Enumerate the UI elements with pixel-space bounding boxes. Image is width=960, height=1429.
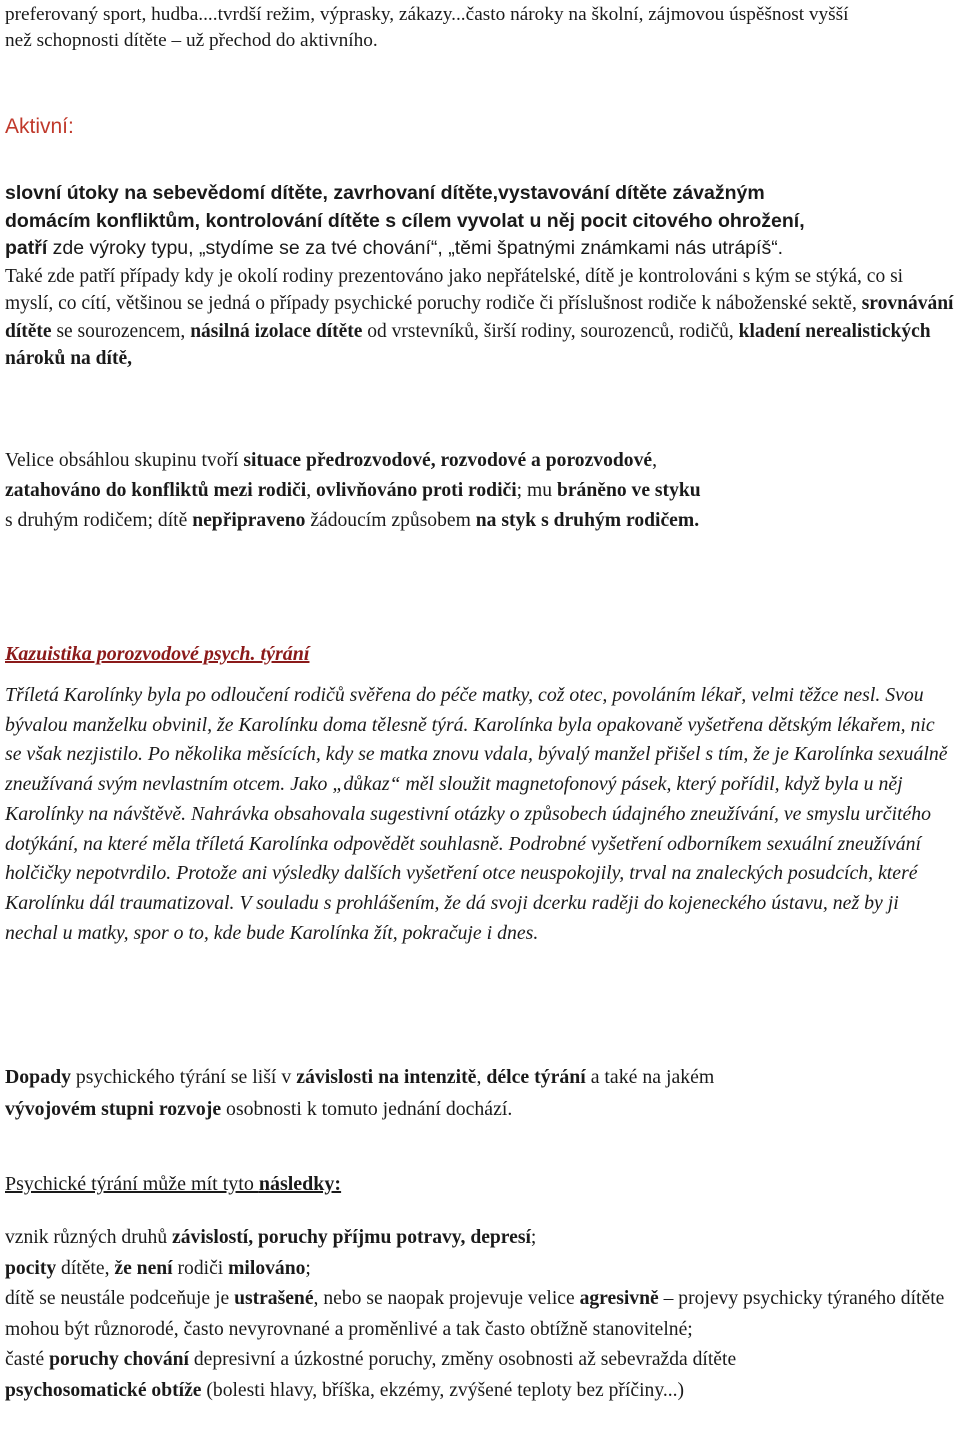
text-run: ; mu <box>516 480 557 501</box>
text-run: (bolesti hlavy, bříška, ekzémy, zvýšené teploty bez příčiny...) <box>201 1379 685 1401</box>
text-run: , <box>306 480 316 501</box>
aktivni-heading: Aktivní: <box>5 115 74 138</box>
rozvod-line-3 <box>5 506 701 536</box>
bold-run: pocity <box>5 1257 57 1279</box>
text-run: rodiči <box>172 1257 229 1279</box>
bold-run: srovnávání dítěte <box>5 293 954 342</box>
dopady-line-2 <box>5 1093 714 1125</box>
text-run: Velice obsáhlou skupinu tvoří <box>5 450 244 471</box>
text-run: časté <box>5 1349 50 1370</box>
text-run: , nebo se naopak projevuje velice <box>313 1288 580 1309</box>
bold-run: bráněno ve styku <box>556 480 701 501</box>
aktivni-line-3-rest: zde výroky typu, „stydíme se za tvé chování“, „těmi špatnými známkami nás utrápíš“. <box>47 237 784 259</box>
text-run: ; <box>305 1257 311 1279</box>
rozvod-paragraph <box>5 446 701 536</box>
nasledky-heading <box>5 1169 341 1199</box>
bold-run: vývojovém stupni rozvoje <box>5 1098 222 1120</box>
nasledky-item-1 <box>5 1223 955 1254</box>
text-run: dítěte, <box>56 1257 115 1279</box>
text-run: , <box>652 450 657 471</box>
aktivni-line-2: domácím konfliktům, kontrolování dítěte s cílem vyvolat u něj pocit citového ohrožení, <box>5 209 805 232</box>
bold-run: délce týrání <box>486 1066 586 1088</box>
rozvod-line-1 <box>5 446 701 476</box>
text-run: ; <box>530 1227 537 1248</box>
bold-run: zatahováno do konfliktů mezi rodiči <box>5 480 307 501</box>
kazuistika-heading: Kazuistika porozvodové psych. týrání <box>5 643 310 665</box>
intro-paragraph <box>5 2 849 54</box>
text-run: vznik různých druhů <box>5 1227 173 1248</box>
aktivni-line-3 <box>5 235 955 263</box>
text-run: a také na jakém <box>585 1066 715 1088</box>
bold-run: závislosti na intenzitě <box>296 1066 477 1088</box>
text-run: se sourozencem, <box>51 320 191 342</box>
bold-run: Dopady <box>5 1066 71 1088</box>
text-run: od vrstevníků, širší rodiny, sourozenců, rodičů, <box>362 320 739 342</box>
bold-run: poruchy chování <box>49 1349 189 1370</box>
dopady-line-1 <box>5 1061 714 1093</box>
intro-line-2: než schopnosti dítěte – už přechod do aktivního. <box>5 30 378 51</box>
nasledky-item-4 <box>5 1345 955 1376</box>
rozvod-line-2 <box>5 476 701 506</box>
nasledky-item-3 <box>5 1284 955 1345</box>
aktivni-paragraph-2 <box>5 263 955 373</box>
aktivni-line-3-bold: patří <box>5 237 48 259</box>
nasledky-item-2 <box>5 1254 955 1285</box>
kazuistika-text: Tříletá Karolínky byla po odloučení rodičů svěřena do péče matky, což otec, povoláním lékař, velmi těžce nesl. Svou bývalou manželku obvinil, že Karolínku doma tělesně týrá. Karolínka byla opakovaně vyšetřena dětským lékařem, nic se však nezjistilo. Po několika měsících, kdy se matka znovu vdala, bývalý manžel přišel s tím, že je Karolínka sexuálně zneužívaná svým nevlastním otcem. Jako „důkaz“ měl sloužit magnetofonový pásek, který pořídil, když byla u něj Karolínky na návštěvě. Nahrávka obsahovala sugestivní otázky o způsobech údajného zneužívání, ve smyslu určitého dotýkání, na které měla tříletá Karolínka odpovědět souhlasně. Podrobné vyšetření odborníkem sexuální zneužívání holčičky nepotvrdilo. Protože ani výsledky dalších vyšetření otce neuspokojily, trval na znaleckých posudcích, které Karolínku dál traumatizoval. V souladu s prohlášením, že dá svoji dcerku raději do kojeneckého ústavu, než by ji nechal u matky, spor o to, kde bude Karolínka žít, pokračuje i dnes. <box>5 684 948 944</box>
text-run: žádoucím způsobem <box>305 510 476 531</box>
bold-run: agresivně <box>579 1288 659 1309</box>
intro-line-1: preferovaný sport, hudba....tvrdší režim, výprasky, zákazy...často nároky na školní, zájmovou úspěšnost vyšší <box>5 4 849 25</box>
dopady-paragraph <box>5 1061 714 1125</box>
text-run: dítě se neustále podceňuje je <box>5 1288 235 1309</box>
text-run: – projevy psychicky týraného dítěte mohou být různorodé, často nevyrovnané a proměnlivé a tak často obtížně stanovitelné; <box>5 1288 945 1340</box>
bold-run: následky: <box>258 1173 342 1195</box>
aktivni-line-1: slovní útoky na sebevědomí dítěte, zavrhovaní dítěte,vystavování dítěte závažným <box>5 182 765 204</box>
nasledky-item-5 <box>5 1376 955 1407</box>
bold-run: psychosomatické obtíže <box>5 1379 202 1401</box>
bold-run: násilná izolace dítěte <box>190 320 363 342</box>
text-run: psychického týrání se liší v <box>70 1066 297 1088</box>
bold-run: ovlivňováno proti rodiči <box>315 480 517 501</box>
text-run: Také zde patří případy kdy je okolí rodiny prezentováno jako nepřátelské, dítě je kontrolováni s kým se stýká, co si myslí, co cítí, většinou se jedná o případy psychické poruchy rodiče či příslušnost rodiče k náboženské sektě, <box>5 265 904 314</box>
text-run: Psychické týrání může mít tyto <box>5 1173 259 1195</box>
bold-run: nepřipraveno <box>192 510 306 531</box>
text-run: , <box>476 1066 487 1088</box>
text-run: s druhým rodičem; dítě <box>5 510 193 531</box>
bold-run: že není <box>114 1257 173 1279</box>
nasledky-list <box>5 1223 955 1406</box>
bold-run: situace předrozvodové, rozvodové a porozvodové <box>243 450 653 471</box>
bold-run: milováno <box>228 1257 306 1279</box>
bold-run: na styk s druhým rodičem. <box>475 510 700 531</box>
text-run: depresivní a úzkostné poruchy, změny osobnosti až sebevražda dítěte <box>188 1349 737 1370</box>
text-run: osobnosti k tomuto jednání dochází. <box>221 1098 513 1120</box>
bold-run: ustrašené <box>234 1288 314 1309</box>
aktivni-section <box>5 180 955 373</box>
bold-run: kladení nerealistických nároků na dítě, <box>5 320 931 369</box>
bold-run: závislostí, poruchy příjmu potravy, depresí <box>172 1227 531 1248</box>
